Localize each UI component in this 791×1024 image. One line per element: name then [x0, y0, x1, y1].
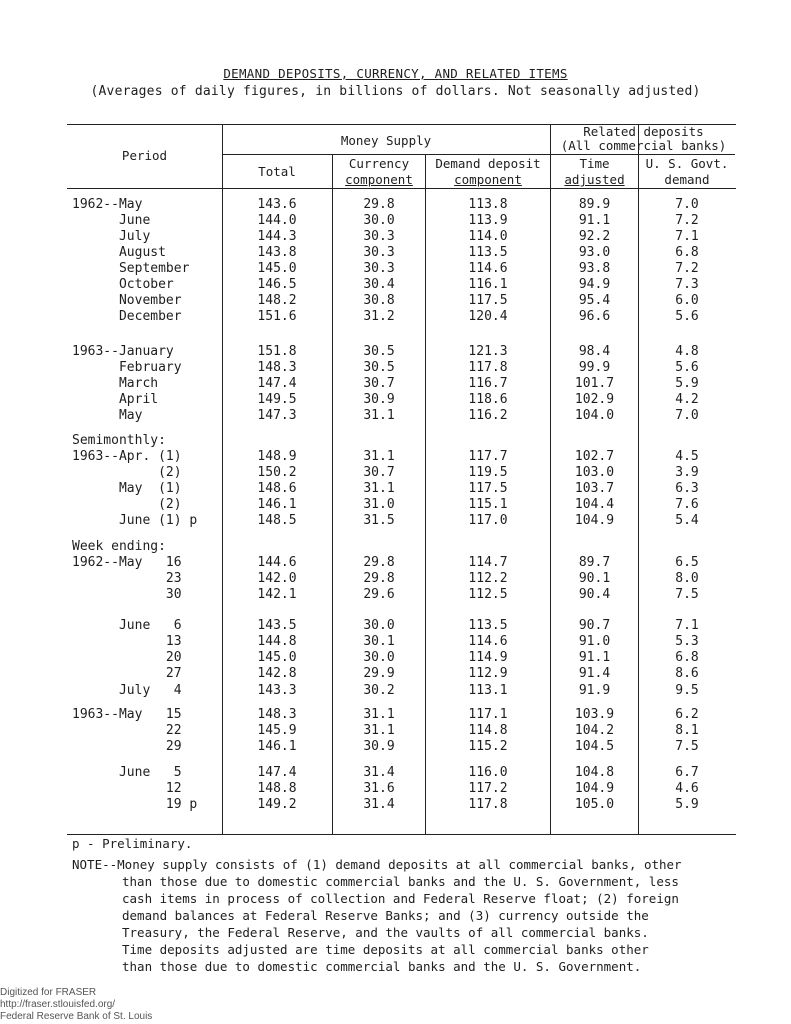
cell-govt: 6.3 — [675, 481, 699, 496]
cell-total: 143.5 — [257, 618, 297, 633]
table-row — [0, 650, 791, 666]
section-week-ending: Week ending: — [72, 539, 166, 554]
cell-total: 148.9 — [257, 449, 297, 464]
cell-currency: 30.5 — [363, 344, 395, 359]
cell-currency: 29.6 — [363, 587, 395, 602]
table-row — [0, 360, 791, 376]
cell-time: 103.7 — [574, 481, 615, 496]
cell-period: 19 p — [72, 797, 198, 812]
cell-currency: 31.1 — [363, 449, 395, 464]
cell-demand: 112.9 — [468, 666, 508, 681]
cell-total: 148.8 — [257, 781, 297, 796]
cell-govt: 7.2 — [675, 213, 699, 228]
cell-period: (2) — [72, 465, 182, 480]
cell-total: 142.1 — [257, 587, 297, 602]
cell-demand: 112.2 — [468, 571, 508, 586]
cell-govt: 6.0 — [675, 293, 699, 308]
cell-total: 144.0 — [257, 213, 297, 228]
cell-total: 142.0 — [257, 571, 297, 586]
cell-govt: 5.6 — [675, 360, 699, 375]
note-line: than those due to domestic commercial banks and the U. S. Government, less — [122, 874, 679, 889]
cell-demand: 115.2 — [468, 739, 508, 754]
cell-period: 27 — [72, 666, 182, 681]
table-row — [0, 513, 791, 529]
cell-period: June 5 — [72, 765, 182, 780]
cell-demand: 114.0 — [468, 229, 508, 244]
cell-demand: 119.5 — [468, 465, 508, 480]
table-row — [0, 739, 791, 755]
cell-total: 150.2 — [257, 465, 297, 480]
table-row — [0, 309, 791, 325]
table-row — [0, 555, 791, 571]
cell-period: 29 — [72, 739, 182, 754]
cell-period: 22 — [72, 723, 182, 738]
cell-currency: 30.0 — [363, 650, 395, 665]
cell-time: 104.9 — [574, 513, 615, 528]
cell-govt: 4.2 — [675, 392, 699, 407]
cell-currency: 30.3 — [363, 229, 395, 244]
cell-demand: 117.8 — [468, 797, 508, 812]
cell-demand: 117.2 — [468, 781, 508, 796]
cell-total: 148.2 — [257, 293, 297, 308]
cell-time: 105.0 — [574, 797, 615, 812]
cell-govt: 3.9 — [675, 465, 699, 480]
cell-period: 23 — [72, 571, 182, 586]
cell-total: 143.8 — [257, 245, 297, 260]
table-row — [0, 344, 791, 360]
cell-currency: 31.4 — [363, 765, 395, 780]
cell-total: 151.8 — [257, 344, 297, 359]
cell-govt: 6.2 — [675, 707, 699, 722]
cell-time: 99.9 — [578, 360, 611, 375]
digitized-credit: Digitized for FRASER — [0, 987, 97, 998]
cell-period: 1962--May — [72, 197, 143, 212]
table-row — [0, 666, 791, 682]
cell-period: 30 — [72, 587, 182, 602]
table-row — [0, 465, 791, 481]
cell-currency: 30.9 — [363, 739, 395, 754]
cell-total: 143.6 — [257, 197, 297, 212]
cell-demand: 116.0 — [468, 765, 508, 780]
cell-demand: 114.7 — [468, 555, 508, 570]
cell-time: 104.5 — [574, 739, 615, 754]
cell-demand: 117.1 — [468, 707, 508, 722]
header-money-supply: Money Supply — [340, 133, 432, 148]
bottom-rule — [67, 834, 736, 835]
table-row — [0, 765, 791, 781]
cell-govt: 9.5 — [675, 683, 699, 698]
header-govt: U. S. Govt. — [645, 156, 729, 171]
cell-govt: 7.5 — [675, 739, 699, 754]
cell-time: 89.9 — [578, 197, 611, 212]
table-row — [0, 392, 791, 408]
cell-demand: 116.1 — [468, 277, 508, 292]
cell-currency: 30.4 — [363, 277, 395, 292]
cell-period: June (1) p — [72, 513, 198, 528]
cell-currency: 30.9 — [363, 392, 395, 407]
cell-govt: 6.7 — [675, 765, 699, 780]
table-row — [0, 376, 791, 392]
cell-period: July 4 — [72, 683, 182, 698]
cell-total: 144.3 — [257, 229, 297, 244]
note-lead: NOTE--Money supply consists of (1) demand deposits at all commercial banks, other — [72, 857, 682, 872]
cell-period: 1962--May 16 — [72, 555, 182, 570]
cell-demand: 114.9 — [468, 650, 508, 665]
table-subtitle: (Averages of daily figures, in billions of dollars. Not seasonally adjusted) — [90, 84, 701, 99]
cell-govt: 7.3 — [675, 277, 699, 292]
cell-currency: 30.8 — [363, 293, 395, 308]
cell-govt: 7.1 — [675, 229, 699, 244]
table-row — [0, 245, 791, 261]
cell-time: 95.4 — [578, 293, 611, 308]
cell-govt: 8.6 — [675, 666, 699, 681]
table-row — [0, 587, 791, 603]
table-row — [0, 618, 791, 634]
table-row — [0, 781, 791, 797]
cell-demand: 117.8 — [468, 360, 508, 375]
fed-credit: Federal Reserve Bank of St. Louis — [0, 1011, 153, 1022]
cell-time: 104.8 — [574, 765, 615, 780]
header-time-adjusted: adjusted — [564, 172, 625, 187]
cell-time: 91.0 — [578, 634, 611, 649]
cell-currency: 31.0 — [363, 497, 395, 512]
cell-demand: 121.3 — [468, 344, 508, 359]
header-currency-component: component — [345, 172, 413, 187]
money-supply-underline — [222, 154, 735, 155]
cell-time: 102.9 — [574, 392, 615, 407]
cell-period: September — [72, 261, 190, 276]
cell-period: March — [72, 376, 159, 391]
cell-time: 91.9 — [578, 683, 611, 698]
cell-govt: 4.8 — [675, 344, 699, 359]
cell-time: 90.4 — [578, 587, 611, 602]
table-title: DEMAND DEPOSITS, CURRENCY, AND RELATED ITEMS — [223, 66, 568, 81]
cell-currency: 30.2 — [363, 683, 395, 698]
footnote-preliminary: p - Preliminary. — [72, 836, 193, 851]
cell-time: 104.2 — [574, 723, 615, 738]
table-row — [0, 497, 791, 513]
cell-period: 1963--January — [72, 344, 174, 359]
cell-currency: 31.5 — [363, 513, 395, 528]
cell-demand: 112.5 — [468, 587, 508, 602]
table-row — [0, 634, 791, 650]
cell-demand: 113.5 — [468, 618, 508, 633]
cell-period: February — [72, 360, 182, 375]
table-row — [0, 683, 791, 699]
header-related-deposits: Related deposits — [583, 124, 704, 139]
cell-demand: 116.7 — [468, 376, 508, 391]
cell-currency: 31.4 — [363, 797, 395, 812]
cell-govt: 7.0 — [675, 197, 699, 212]
note-line: demand balances at Federal Reserve Banks; and (3) currency outside the — [122, 908, 649, 923]
cell-period: May (1) — [72, 481, 182, 496]
cell-total: 147.4 — [257, 376, 297, 391]
cell-time: 90.1 — [578, 571, 611, 586]
cell-period: June 6 — [72, 618, 182, 633]
cell-currency: 31.2 — [363, 309, 395, 324]
cell-period: 1963--Apr. (1) — [72, 449, 182, 464]
cell-time: 94.9 — [578, 277, 611, 292]
note-line: than those due to domestic commercial banks and the U. S. Government. — [122, 959, 642, 974]
cell-total: 144.6 — [257, 555, 297, 570]
cell-demand: 120.4 — [468, 309, 508, 324]
cell-total: 145.9 — [257, 723, 297, 738]
cell-govt: 4.5 — [675, 449, 699, 464]
cell-currency: 30.0 — [363, 618, 395, 633]
cell-govt: 4.6 — [675, 781, 699, 796]
cell-demand: 117.7 — [468, 449, 508, 464]
cell-currency: 30.3 — [363, 261, 395, 276]
cell-currency: 31.6 — [363, 781, 395, 796]
cell-demand: 113.8 — [468, 197, 508, 212]
table-row — [0, 197, 791, 213]
cell-period: December — [72, 309, 182, 324]
table-row — [0, 797, 791, 813]
cell-total: 146.5 — [257, 277, 297, 292]
cell-total: 149.2 — [257, 797, 297, 812]
cell-time: 89.7 — [578, 555, 611, 570]
cell-govt: 7.1 — [675, 618, 699, 633]
cell-currency: 29.8 — [363, 571, 395, 586]
cell-time: 104.9 — [574, 781, 615, 796]
cell-period: July — [72, 229, 151, 244]
cell-currency: 31.1 — [363, 481, 395, 496]
header-bottom-rule — [67, 188, 736, 189]
table-row — [0, 277, 791, 293]
cell-govt: 5.9 — [675, 376, 699, 391]
cell-period: 20 — [72, 650, 182, 665]
header-period: Period — [121, 148, 168, 163]
cell-currency: 31.1 — [363, 408, 395, 423]
cell-currency: 31.1 — [363, 723, 395, 738]
cell-govt: 5.3 — [675, 634, 699, 649]
header-demand-component: component — [454, 172, 522, 187]
cell-currency: 30.7 — [363, 376, 395, 391]
cell-currency: 30.5 — [363, 360, 395, 375]
note-line: Time deposits adjusted are time deposits at all commercial banks other — [122, 942, 649, 957]
cell-govt: 6.5 — [675, 555, 699, 570]
table-row — [0, 229, 791, 245]
cell-currency: 30.0 — [363, 213, 395, 228]
cell-currency: 30.1 — [363, 634, 395, 649]
cell-currency: 29.8 — [363, 555, 395, 570]
cell-total: 148.5 — [257, 513, 297, 528]
header-govt-demand: demand — [664, 172, 710, 187]
cell-period: May — [72, 408, 143, 423]
cell-time: 102.7 — [574, 449, 615, 464]
cell-currency: 30.7 — [363, 465, 395, 480]
cell-currency: 29.8 — [363, 197, 395, 212]
cell-total: 151.6 — [257, 309, 297, 324]
cell-period: November — [72, 293, 182, 308]
cell-currency: 29.9 — [363, 666, 395, 681]
cell-govt: 7.0 — [675, 408, 699, 423]
cell-govt: 5.4 — [675, 513, 699, 528]
cell-demand: 114.6 — [468, 634, 508, 649]
cell-time: 101.7 — [574, 376, 615, 391]
header-related-all-banks: (All commercial banks) — [560, 138, 727, 153]
table-row — [0, 571, 791, 587]
cell-time: 103.0 — [574, 465, 615, 480]
cell-demand: 115.1 — [468, 497, 508, 512]
header-total: Total — [258, 164, 296, 179]
cell-demand: 118.6 — [468, 392, 508, 407]
cell-total: 145.0 — [257, 650, 297, 665]
cell-total: 149.5 — [257, 392, 297, 407]
cell-demand: 113.5 — [468, 245, 508, 260]
table-row — [0, 707, 791, 723]
cell-govt: 8.1 — [675, 723, 699, 738]
cell-govt: 7.5 — [675, 587, 699, 602]
cell-time: 91.1 — [578, 213, 611, 228]
cell-demand: 116.2 — [468, 408, 508, 423]
cell-time: 93.8 — [578, 261, 611, 276]
cell-demand: 117.5 — [468, 293, 508, 308]
cell-govt: 5.6 — [675, 309, 699, 324]
note-line: Treasury, the Federal Reserve, and the vaults of all commercial banks. — [122, 925, 649, 940]
cell-period: October — [72, 277, 174, 292]
cell-demand: 114.8 — [468, 723, 508, 738]
cell-period: August — [72, 245, 166, 260]
header-currency: Currency — [348, 156, 410, 171]
cell-time: 91.4 — [578, 666, 611, 681]
cell-time: 98.4 — [578, 344, 611, 359]
cell-total: 145.0 — [257, 261, 297, 276]
cell-total: 144.8 — [257, 634, 297, 649]
cell-time: 104.4 — [574, 497, 615, 512]
cell-period: 1963--May 15 — [72, 707, 182, 722]
cell-period: April — [72, 392, 159, 407]
table-row — [0, 481, 791, 497]
cell-time: 90.7 — [578, 618, 611, 633]
cell-govt: 6.8 — [675, 650, 699, 665]
cell-period: 12 — [72, 781, 182, 796]
cell-demand: 117.5 — [468, 481, 508, 496]
cell-time: 93.0 — [578, 245, 611, 260]
table-row — [0, 408, 791, 424]
cell-time: 92.2 — [578, 229, 611, 244]
cell-time: 96.6 — [578, 309, 611, 324]
cell-currency: 31.1 — [363, 707, 395, 722]
header-demand-deposit: Demand deposit — [435, 156, 541, 171]
cell-total: 146.1 — [257, 497, 297, 512]
cell-total: 143.3 — [257, 683, 297, 698]
cell-currency: 30.3 — [363, 245, 395, 260]
fraser-link[interactable]: http://fraser.stlouisfed.org/ — [0, 999, 116, 1010]
table-row — [0, 213, 791, 229]
cell-govt: 7.6 — [675, 497, 699, 512]
cell-govt: 8.0 — [675, 571, 699, 586]
cell-total: 147.3 — [257, 408, 297, 423]
cell-total: 146.1 — [257, 739, 297, 754]
table-row — [0, 449, 791, 465]
cell-period: (2) — [72, 497, 182, 512]
header-time: Time — [579, 156, 610, 171]
cell-govt: 7.2 — [675, 261, 699, 276]
cell-demand: 113.9 — [468, 213, 508, 228]
cell-total: 148.3 — [257, 707, 297, 722]
cell-govt: 5.9 — [675, 797, 699, 812]
cell-demand: 113.1 — [468, 683, 508, 698]
cell-time: 104.0 — [574, 408, 615, 423]
cell-demand: 117.0 — [468, 513, 508, 528]
table-row — [0, 723, 791, 739]
cell-total: 142.8 — [257, 666, 297, 681]
cell-govt: 6.8 — [675, 245, 699, 260]
table-row — [0, 293, 791, 309]
note-block — [72, 856, 772, 975]
cell-time: 91.1 — [578, 650, 611, 665]
cell-period: June — [72, 213, 151, 228]
cell-time: 103.9 — [574, 707, 615, 722]
cell-period: 13 — [72, 634, 182, 649]
cell-total: 148.6 — [257, 481, 297, 496]
cell-total: 147.4 — [257, 765, 297, 780]
cell-demand: 114.6 — [468, 261, 508, 276]
cell-total: 148.3 — [257, 360, 297, 375]
section-semimonthly: Semimonthly: — [72, 433, 166, 448]
table-row — [0, 261, 791, 277]
note-line: cash items in process of collection and Federal Reserve float; (2) foreign — [122, 891, 679, 906]
